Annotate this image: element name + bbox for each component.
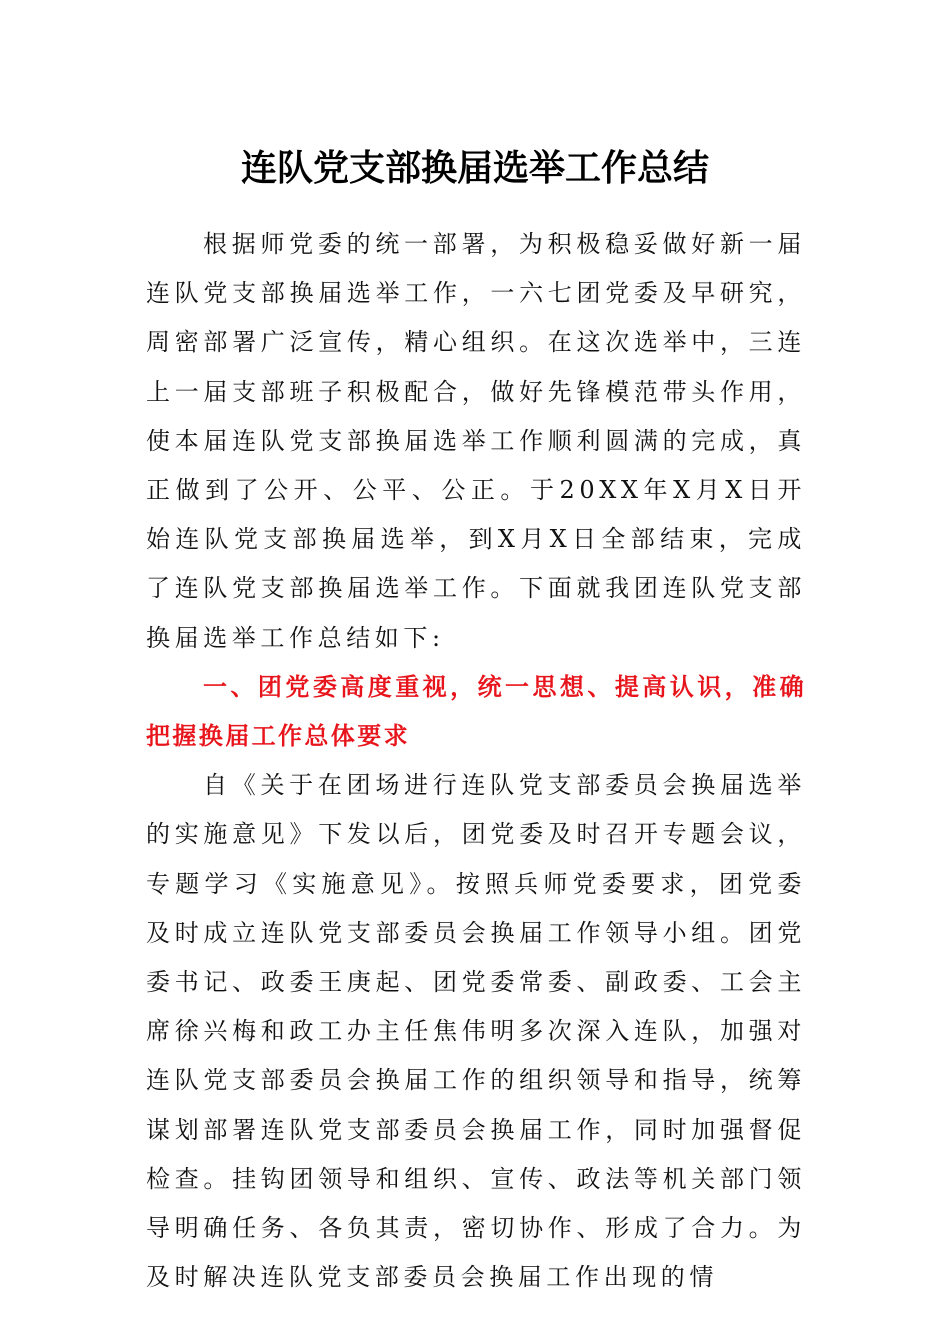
- section-1-heading: 一、团党委高度重视，统一思想、提高认识，准确把握换届工作总体要求: [146, 672, 806, 751]
- document-title: 连队党支部换届选举工作总结: [240, 147, 709, 189]
- section-1-paragraph: 自《关于在团场进行连队党支部委员会换届选举的实施意见》下发以后，团党委及时召开专题会议，专题学习《实施意见》。按照兵师党委要求，团党委及时成立连队党支部委员会换届工作领导小组。团党委书记、政委王庚起、团党委常委、副政委、工会主席徐兴梅和政工办主任焦伟明多次深入连队，加强对连队党支部委员会换届工作的组织领导和指导，统筹谋划部署连队党支部委员会换届工作，同时加强督促检查。挂钩团领导和组织、宣传、政法等机关部门领导明确任务、各负其责，密切协作、形成了合力。为及时解决连队党支部委员会换届工作出现的情: [146, 771, 806, 1292]
- intro-paragraph: 根据师党委的统一部署，为积极稳妥做好新一届连队党支部换届选举工作，一六七团党委及早研究，周密部署广泛宣传，精心组织。在这次选举中，三连上一届支部班子积极配合，做好先锋模范带头作用，使本届连队党支部换届选举工作顺利圆满的完成，真正做到了公开、公平、公正。于20XX年X月X日开始连队党支部换届选举，到X月X日全部结束，完成了连队党支部换届选举工作。下面就我团连队党支部换届选举工作总结如下:: [146, 230, 806, 652]
- document-body: [146, 220, 806, 1302]
